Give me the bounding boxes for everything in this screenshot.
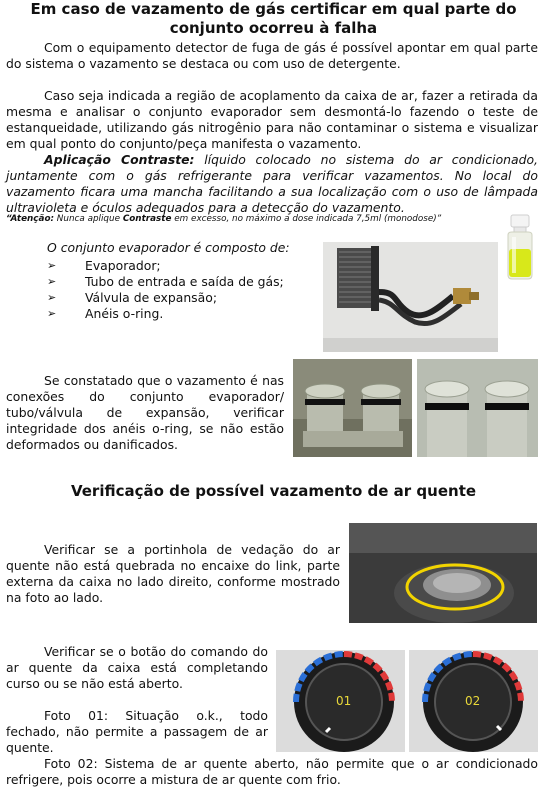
list-item-text: Anéis o-ring. [85, 306, 164, 321]
oring-photo-1 [293, 359, 412, 457]
arrow-bullet-icon: ➢ [47, 291, 57, 304]
arrow-bullet-icon: ➢ [47, 259, 57, 272]
contraste-label: Aplicação Contraste: [44, 152, 195, 167]
evaporador-list [47, 258, 317, 322]
knob-photo-02 [409, 650, 538, 752]
arrow-bullet-icon: ➢ [47, 275, 57, 288]
list-item-text: Evaporador; [85, 258, 161, 273]
list-item [47, 258, 317, 274]
caixa-paragraph: Caso seja indicada a região de acoplamento da caixa de ar, fazer a retirada da mesma e analisar o conjunto evaporador sem desmontá-lo fazendo o teste de estanqueidade, utilizando gás nitrogênio para não contaminar o sistema e visualizar em qual ponto do conjunto/peça manifesta o vazamento. [6, 88, 538, 151]
list-item [47, 274, 317, 290]
botao-paragraph-2: Foto 01: Situação o.k., todo fechado, não permite a passagem de ar quente. [6, 708, 268, 755]
list-item [47, 290, 317, 306]
arrow-bullet-icon: ➢ [47, 307, 57, 320]
knob-label-02: 02 [465, 694, 481, 708]
list-item-text: Tubo de entrada e saída de gás; [85, 274, 284, 289]
botao-paragraph-1: Verificar se o botão do comando do ar quente da caixa está completando curso ou se não está aberto. [6, 644, 268, 691]
section-title-ar-quente: Verificação de possível vazamento de ar quente [70, 482, 477, 500]
atencao-note [6, 214, 501, 225]
atencao-label: “Atenção: [6, 214, 55, 224]
contraste-bottle-image [502, 213, 538, 281]
atencao-text-1: Nunca aplique [54, 214, 123, 224]
contraste-paragraph [6, 152, 538, 216]
evaporator-photo [323, 242, 498, 352]
oring-photo-2 [417, 359, 538, 457]
atencao-text-2: em excesso, no máximo a dose indicada 7,5ml (monodose)” [171, 214, 442, 224]
portinhola-paragraph: Verificar se a portinhola de vedação do ar quente não está quebrada no encaixe do link, parte externa da caixa no lado direito, conforme mostrado na foto ao lado. [6, 542, 340, 605]
list-item-text: Válvula de expansão; [85, 290, 217, 305]
knob-label-01: 01 [336, 694, 352, 708]
intro-paragraph: Com o equipamento detector de fuga de gás é possível apontar em qual parte do sistema o vazamento se destaca ou com uso de detergente. [6, 40, 538, 71]
page-title: Em caso de vazamento de gás certificar em qual parte do conjunto ocorreu à falha [30, 0, 517, 37]
botao-paragraph-3: Foto 02: Sistema de ar quente aberto, não permite que o ar condicionado refrigere, pois ocorre a mistura de ar quente com frio. [6, 756, 538, 787]
portinhola-photo [349, 523, 537, 623]
oring-paragraph: Se constatado que o vazamento é nas conexões do conjunto evaporador/ tubo/válvula de expansão, verificar integridade dos anéis o-ring, se não estão deformados ou danificados. [6, 373, 284, 452]
list-item [47, 306, 317, 322]
knob-photo-01 [276, 650, 405, 752]
contraste-text: líquido colocado no sistema do ar condicionado, juntamente com o gás refrigerante para verificar vazamentos. No local do vazamento ficara uma mancha facilitando a sua localização com o uso de lâmpada ultravioleta e óculos adequados para a detecção do vazamento. [6, 152, 538, 215]
evaporador-intro: O conjunto evaporador é composto de: [47, 240, 290, 255]
atencao-contraste: Contraste [122, 214, 172, 224]
